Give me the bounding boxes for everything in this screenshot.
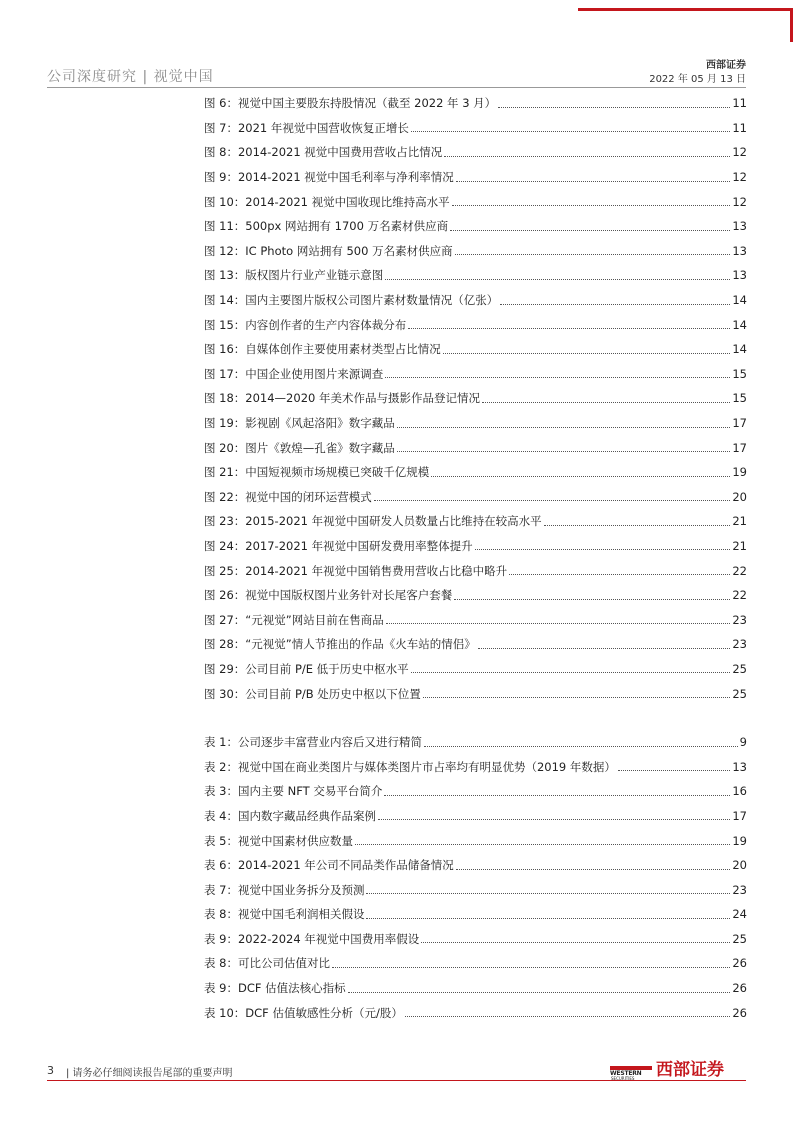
leader-dots: [431, 476, 730, 477]
figure-entry[interactable]: [204, 386, 747, 411]
figure-entry-page: 15: [732, 366, 747, 381]
figure-entry[interactable]: [204, 583, 747, 608]
figure-entry-page: 14: [732, 342, 747, 357]
table-entry-page: 13: [732, 759, 747, 774]
figure-entry-page: 14: [732, 317, 747, 332]
figure-entry-title: 图 25：2014-2021 年视觉中国销售费用营收占比稳中略升: [204, 563, 508, 578]
leader-dots: [618, 770, 730, 771]
figure-entry-page: 23: [732, 612, 747, 627]
leader-dots: [482, 402, 730, 403]
figure-entry-title: 图 24：2017-2021 年视觉中国研发费用率整体提升: [204, 538, 473, 553]
header-brand: 西部证券: [706, 60, 746, 71]
figure-entry-page: 19: [732, 465, 747, 480]
figure-entry-page: 25: [732, 661, 747, 676]
figure-entry[interactable]: [204, 534, 747, 559]
figure-entry-page: 21: [732, 514, 747, 529]
report-date: 2022 年 05 月 13 日: [649, 74, 746, 85]
leader-dots: [500, 304, 730, 305]
report-category: 公司深度研究 | 视觉中国: [47, 69, 214, 85]
table-entry-title: 表 10：DCF 估值敏感性分析（元/股）: [204, 1005, 403, 1020]
header-divider: [47, 87, 746, 88]
figure-entry-page: 12: [732, 170, 747, 185]
page-number: 3: [47, 1064, 54, 1077]
table-entry-page: 23: [732, 882, 747, 897]
logo-en-top: WESTERN: [610, 1069, 642, 1077]
figure-entry-title: 图 29：公司目前 P/E 低于历史中枢水平: [204, 661, 409, 676]
leader-dots: [385, 377, 730, 378]
figure-entry-page: 25: [732, 686, 747, 701]
footer-divider: [47, 1080, 746, 1081]
table-entry[interactable]: [204, 877, 747, 902]
figure-entry[interactable]: [204, 632, 747, 657]
figure-entry-title: 图 26：视觉中国版权图片业务针对长尾客户套餐: [204, 588, 453, 603]
figure-entry[interactable]: [204, 411, 747, 436]
leader-dots: [498, 107, 730, 108]
leader-dots: [355, 844, 730, 845]
table-entry-title: 表 1：公司逐步丰富营业内容后又进行精简: [204, 735, 422, 750]
figure-entry[interactable]: [204, 460, 747, 485]
footer-disclaimer: | 请务必仔细阅读报告尾部的重要声明: [66, 1068, 233, 1079]
leader-dots: [424, 746, 738, 747]
figure-entry-title: 图 15：内容创作者的生产内容体裁分布: [204, 317, 407, 332]
table-entry[interactable]: [204, 951, 747, 976]
table-entry[interactable]: [204, 927, 747, 952]
figure-entry-title: 图 20：图片《敦煌—孔雀》数字藏品: [204, 440, 395, 455]
figure-entry[interactable]: [204, 362, 747, 387]
table-entry-title: 表 5：视觉中国素材供应数量: [204, 833, 353, 848]
figure-entry[interactable]: [204, 509, 747, 534]
leader-dots: [444, 156, 730, 157]
table-entry-page: 24: [732, 907, 747, 922]
figure-entry-title: 图 30：公司目前 P/B 处历史中枢以下位置: [204, 686, 421, 701]
figure-entry-page: 17: [732, 440, 747, 455]
leader-dots: [411, 672, 731, 673]
figure-entry-page: 22: [732, 563, 747, 578]
table-entry-title: 表 8：可比公司估值对比: [204, 956, 330, 971]
leader-dots: [456, 869, 731, 870]
leader-dots: [456, 181, 731, 182]
table-entry[interactable]: [204, 976, 747, 1001]
figure-entry-title: 图 9：2014-2021 视觉中国毛利率与净利率情况: [204, 170, 454, 185]
figure-entry-title: 图 23：2015-2021 年视觉中国研发人员数量占比维持在较高水平: [204, 514, 542, 529]
leader-dots: [408, 328, 730, 329]
table-entry-title: 表 9：DCF 估值法核心指标: [204, 981, 346, 996]
leader-dots: [332, 967, 730, 968]
table-entry-title: 表 7：视觉中国业务拆分及预测: [204, 882, 365, 897]
table-entry[interactable]: [204, 902, 747, 927]
leader-dots: [475, 549, 731, 550]
table-entry[interactable]: [204, 779, 747, 804]
figure-entry[interactable]: [204, 140, 747, 165]
leader-dots: [455, 254, 731, 255]
figure-entry-page: 13: [732, 219, 747, 234]
figure-entry-page: 14: [732, 293, 747, 308]
figure-entry-page: 13: [732, 268, 747, 283]
leader-dots: [405, 1016, 731, 1017]
figure-entry-title: 图 17：中国企业使用图片来源调查: [204, 366, 384, 381]
table-entry-title: 表 4：国内数字藏品经典作品案例: [204, 808, 376, 823]
leader-dots: [397, 451, 731, 452]
figure-entry-title: 图 22：视觉中国的闭环运营模式: [204, 489, 372, 504]
figure-entry-title: 图 8：2014-2021 视觉中国费用营收占比情况: [204, 145, 443, 160]
table-entry-title: 表 6：2014-2021 年公司不同品类作品储备情况: [204, 858, 454, 873]
company-logo: [610, 1055, 724, 1080]
figure-entry-page: 12: [732, 145, 747, 160]
leader-dots: [478, 648, 731, 649]
table-entry[interactable]: [204, 730, 747, 755]
logo-cn-text: 西部证券: [656, 1060, 724, 1080]
table-entry[interactable]: [204, 804, 747, 829]
figure-entry-page: 12: [732, 194, 747, 209]
figure-entry-page: 22: [732, 588, 747, 603]
figure-entry-title: 图 14：国内主要图片版权公司图片素材数量情况（亿张）: [204, 293, 499, 308]
figure-entry[interactable]: [204, 288, 747, 313]
figure-entry[interactable]: [204, 165, 747, 190]
figure-entry-title: 图 16：自媒体创作主要使用素材类型占比情况: [204, 342, 441, 357]
leader-dots: [366, 893, 730, 894]
table-entry-page: 26: [732, 956, 747, 971]
figure-entry[interactable]: [204, 116, 747, 141]
figure-entry[interactable]: [204, 239, 747, 264]
figure-entry-title: 图 6：视觉中国主要股东持股情况（截至 2022 年 3 月）: [204, 96, 497, 111]
figure-entry[interactable]: [204, 91, 747, 116]
figure-entry-page: 11: [732, 120, 747, 135]
figure-entry-page: 15: [732, 391, 747, 406]
leader-dots: [544, 525, 731, 526]
figure-entry-title: 图 18：2014—2020 年美术作品与摄影作品登记情况: [204, 391, 480, 406]
table-entry-page: 25: [732, 931, 747, 946]
table-entry-page: 19: [732, 833, 747, 848]
table-entry-page: 16: [732, 784, 747, 799]
figure-entry-page: 21: [732, 538, 747, 553]
logo-en-bottom: SECURITIES: [611, 1075, 635, 1081]
figure-entry-title: 图 19：影视剧《风起洛阳》数字藏品: [204, 416, 395, 431]
table-entry[interactable]: [204, 1000, 747, 1025]
table-entry[interactable]: [204, 853, 747, 878]
figure-entry-title: 图 7：2021 年视觉中国营收恢复正增长: [204, 120, 409, 135]
figure-entry-title: 图 10：2014-2021 视觉中国收现比维持高水平: [204, 194, 450, 209]
table-entry-page: 26: [732, 981, 747, 996]
figure-entry-title: 图 11：500px 网站拥有 1700 万名素材供应商: [204, 219, 449, 234]
figure-entry-page: 17: [732, 416, 747, 431]
figure-entry[interactable]: [204, 657, 747, 682]
table-entry[interactable]: [204, 754, 747, 779]
table-entry-page: 17: [732, 808, 747, 823]
figure-entry[interactable]: [204, 312, 747, 337]
table-entry-title: 表 9：2022-2024 年视觉中国费用率假设: [204, 931, 420, 946]
leader-dots: [366, 918, 730, 919]
figure-entry-title: 图 27：“元视觉”网站目前在售商品: [204, 612, 384, 627]
section-gap: [204, 706, 747, 730]
header-accent-line: [578, 8, 793, 11]
table-entry-page: 9: [739, 735, 747, 750]
table-entry-page: 26: [732, 1005, 747, 1020]
leader-dots: [452, 205, 731, 206]
figure-entry[interactable]: [204, 485, 747, 510]
leader-dots: [385, 279, 730, 280]
figure-entry[interactable]: [204, 681, 747, 706]
leader-dots: [384, 795, 730, 796]
figure-entry-page: 23: [732, 637, 747, 652]
figure-entry[interactable]: [204, 214, 747, 239]
leader-dots: [509, 574, 730, 575]
figure-entry[interactable]: [204, 263, 747, 288]
leader-dots: [421, 942, 730, 943]
leader-dots: [386, 623, 731, 624]
figure-entry-title: 图 13：版权图片行业产业链示意图: [204, 268, 384, 283]
figure-entry-title: 图 21：中国短视频市场规模已突破千亿规模: [204, 465, 430, 480]
figure-entry[interactable]: [204, 189, 747, 214]
leader-dots: [454, 599, 730, 600]
table-entry-title: 表 3：国内主要 NFT 交易平台简介: [204, 784, 383, 799]
leader-dots: [450, 230, 730, 231]
leader-dots: [411, 131, 730, 132]
table-entry-title: 表 2：视觉中国在商业类图片与媒体类图片市占率均有明显优势（2019 年数据）: [204, 759, 616, 774]
table-entry-page: 20: [732, 858, 747, 873]
leader-dots: [397, 427, 731, 428]
figure-entry-title: 图 12：IC Photo 网站拥有 500 万名素材供应商: [204, 243, 453, 258]
figure-entry[interactable]: [204, 607, 747, 632]
leader-dots: [378, 819, 730, 820]
table-entry[interactable]: [204, 828, 747, 853]
figure-entry-page: 13: [732, 243, 747, 258]
figure-entry-page: 20: [732, 489, 747, 504]
leader-dots: [423, 697, 731, 698]
figure-entry-page: 11: [732, 96, 747, 111]
table-entry-title: 表 8：视觉中国毛利润相关假设: [204, 907, 365, 922]
figure-entry[interactable]: [204, 558, 747, 583]
leader-dots: [443, 353, 731, 354]
leader-dots: [348, 992, 731, 993]
figure-entry-title: 图 28：“元视觉”情人节推出的作品《火车站的情侣》: [204, 637, 476, 652]
figure-entry[interactable]: [204, 337, 747, 362]
table-of-contents: [204, 91, 747, 1025]
leader-dots: [374, 500, 731, 501]
logo-mark-icon: [610, 1057, 652, 1079]
figure-entry[interactable]: [204, 435, 747, 460]
